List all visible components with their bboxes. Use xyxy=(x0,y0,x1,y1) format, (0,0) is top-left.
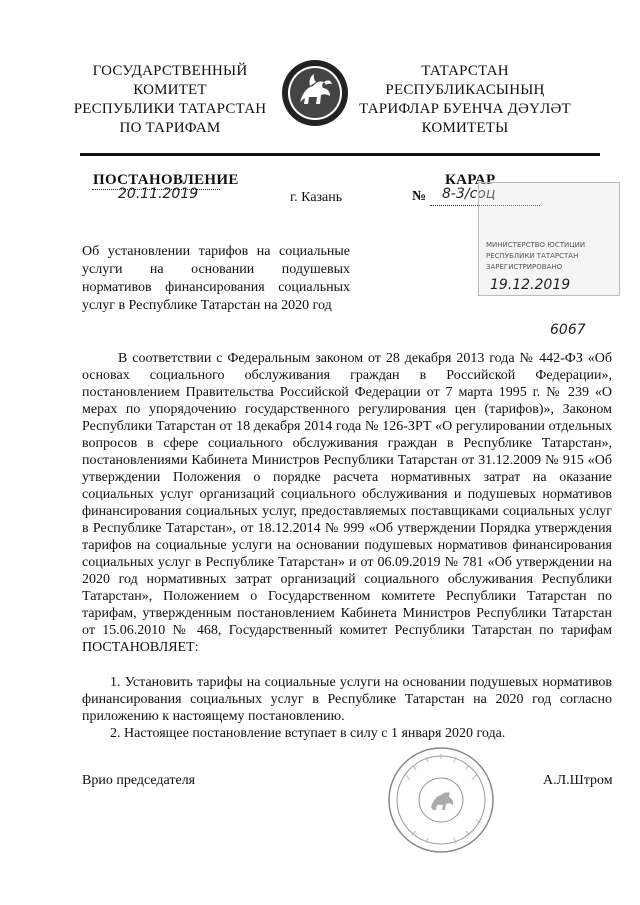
header-right-line: РЕСПУБЛИКАСЫНЫҢ xyxy=(385,82,545,98)
stamp-line: РЕСПУБЛИКИ ТАТАРСТАН xyxy=(486,252,579,260)
header-right-line: ТАРИФЛАР БУЕНЧА ДӘҮЛӘТ xyxy=(359,101,571,117)
stamp-registration-date: 19.12.2019 xyxy=(490,277,571,293)
stamp-registration-number: 6067 xyxy=(550,322,586,338)
header-left-line: ГОСУДАРСТВЕННЫЙ xyxy=(92,63,248,79)
registration-stamp-text xyxy=(486,240,611,273)
signatory-position: Врио председателя xyxy=(82,773,196,788)
header-right-line: КОМИТЕТЫ xyxy=(421,120,509,136)
header-right xyxy=(355,62,575,138)
header-right-line: ТАТАРСТАН xyxy=(421,63,509,79)
header-left-line: РЕСПУБЛИКИ ТАТАРСТАН xyxy=(73,101,267,117)
document-date: 20.11.2019 xyxy=(118,186,199,202)
resolution-item: 1. Установить тарифы на социальные услуги на основании подушевых нормативов финансирования социальных услуг в Республике Татарстан на 2020 год согласно приложению к настоящему постановлению. xyxy=(82,675,612,724)
header-left-line: ПО ТАРИФАМ xyxy=(119,120,221,136)
document-body xyxy=(82,350,612,656)
document-number: 8-3/соц xyxy=(442,186,496,202)
stamp-line: ЗАРЕГИСТРИРОВАНО xyxy=(486,263,563,271)
header-divider xyxy=(80,153,600,156)
document-title-ru: ПОСТАНОВЛЕНИЕ xyxy=(93,172,239,188)
official-seal-icon xyxy=(386,745,496,855)
stamp-line: МИНИСТЕРСТВО ЮСТИЦИИ xyxy=(486,241,586,249)
header-left-line: КОМИТЕТ xyxy=(133,82,207,98)
resolution-item: 2. Настоящее постановление вступает в силу с 1 января 2020 года. xyxy=(110,726,506,741)
document-city: г. Казань xyxy=(290,190,343,205)
document-subject: Об установлении тарифов на социальные услуги на основании подушевых нормативов финансирования социальных услуг в Республике Татарстан на 2020 год xyxy=(82,244,350,313)
header-left xyxy=(60,62,280,138)
coat-of-arms-icon xyxy=(280,58,350,128)
preamble-paragraph: В соответствии с Федеральным законом от 28 декабря 2013 года № 442-ФЗ «Об основах социального обслуживания граждан в Российской Федерации», постановлением Правительства Российской Федерации от 7 марта 1995 г. № 239 «О мерах по упорядочению государственного регулирования цен (тарифов)», Законом Республики Татарстан от 18 декабря 2014 года № 126-ЗРТ «О регулировании отдельных вопросов в сфере социального обслуживания граждан в Республике Татарстан», постановлениями Кабинета Министров Республики Татарстан от 31.12.2009 № 915 «Об утверждении Положения о порядке расчета нормативных затрат на оказание социальных услуг организаций социального обслуживания и подушевых нормативов финансирования социальных услуг, предоставляемых поставщиками социальных услуг в Республике Татарстан», от 18.12.2014 № 999 «Об утверждении Порядка утверждения тарифов на социальные услуги на основании подушевых нормативов финансирования социальных услуг в Республике Татарстан» и от 06.09.2019 № 781 «Об утверждении на 2020 год нормативных затрат организаций социального обслуживания Республики Татарстан», Положением о Государственном комитете Республики Татарстан по тарифам, утвержденным постановлением Кабинета Министров Республики Татарстан от 15.06.2010 № 468, Государственный комитет Республики Татарстан по тарифам ПОСТАНОВЛЯЕТ: xyxy=(82,351,612,655)
resolution-items xyxy=(82,674,612,742)
document-title-tt: КАРАР xyxy=(445,172,496,188)
signatory-name: А.Л.Штром xyxy=(543,773,613,788)
number-sign: № xyxy=(412,189,427,204)
